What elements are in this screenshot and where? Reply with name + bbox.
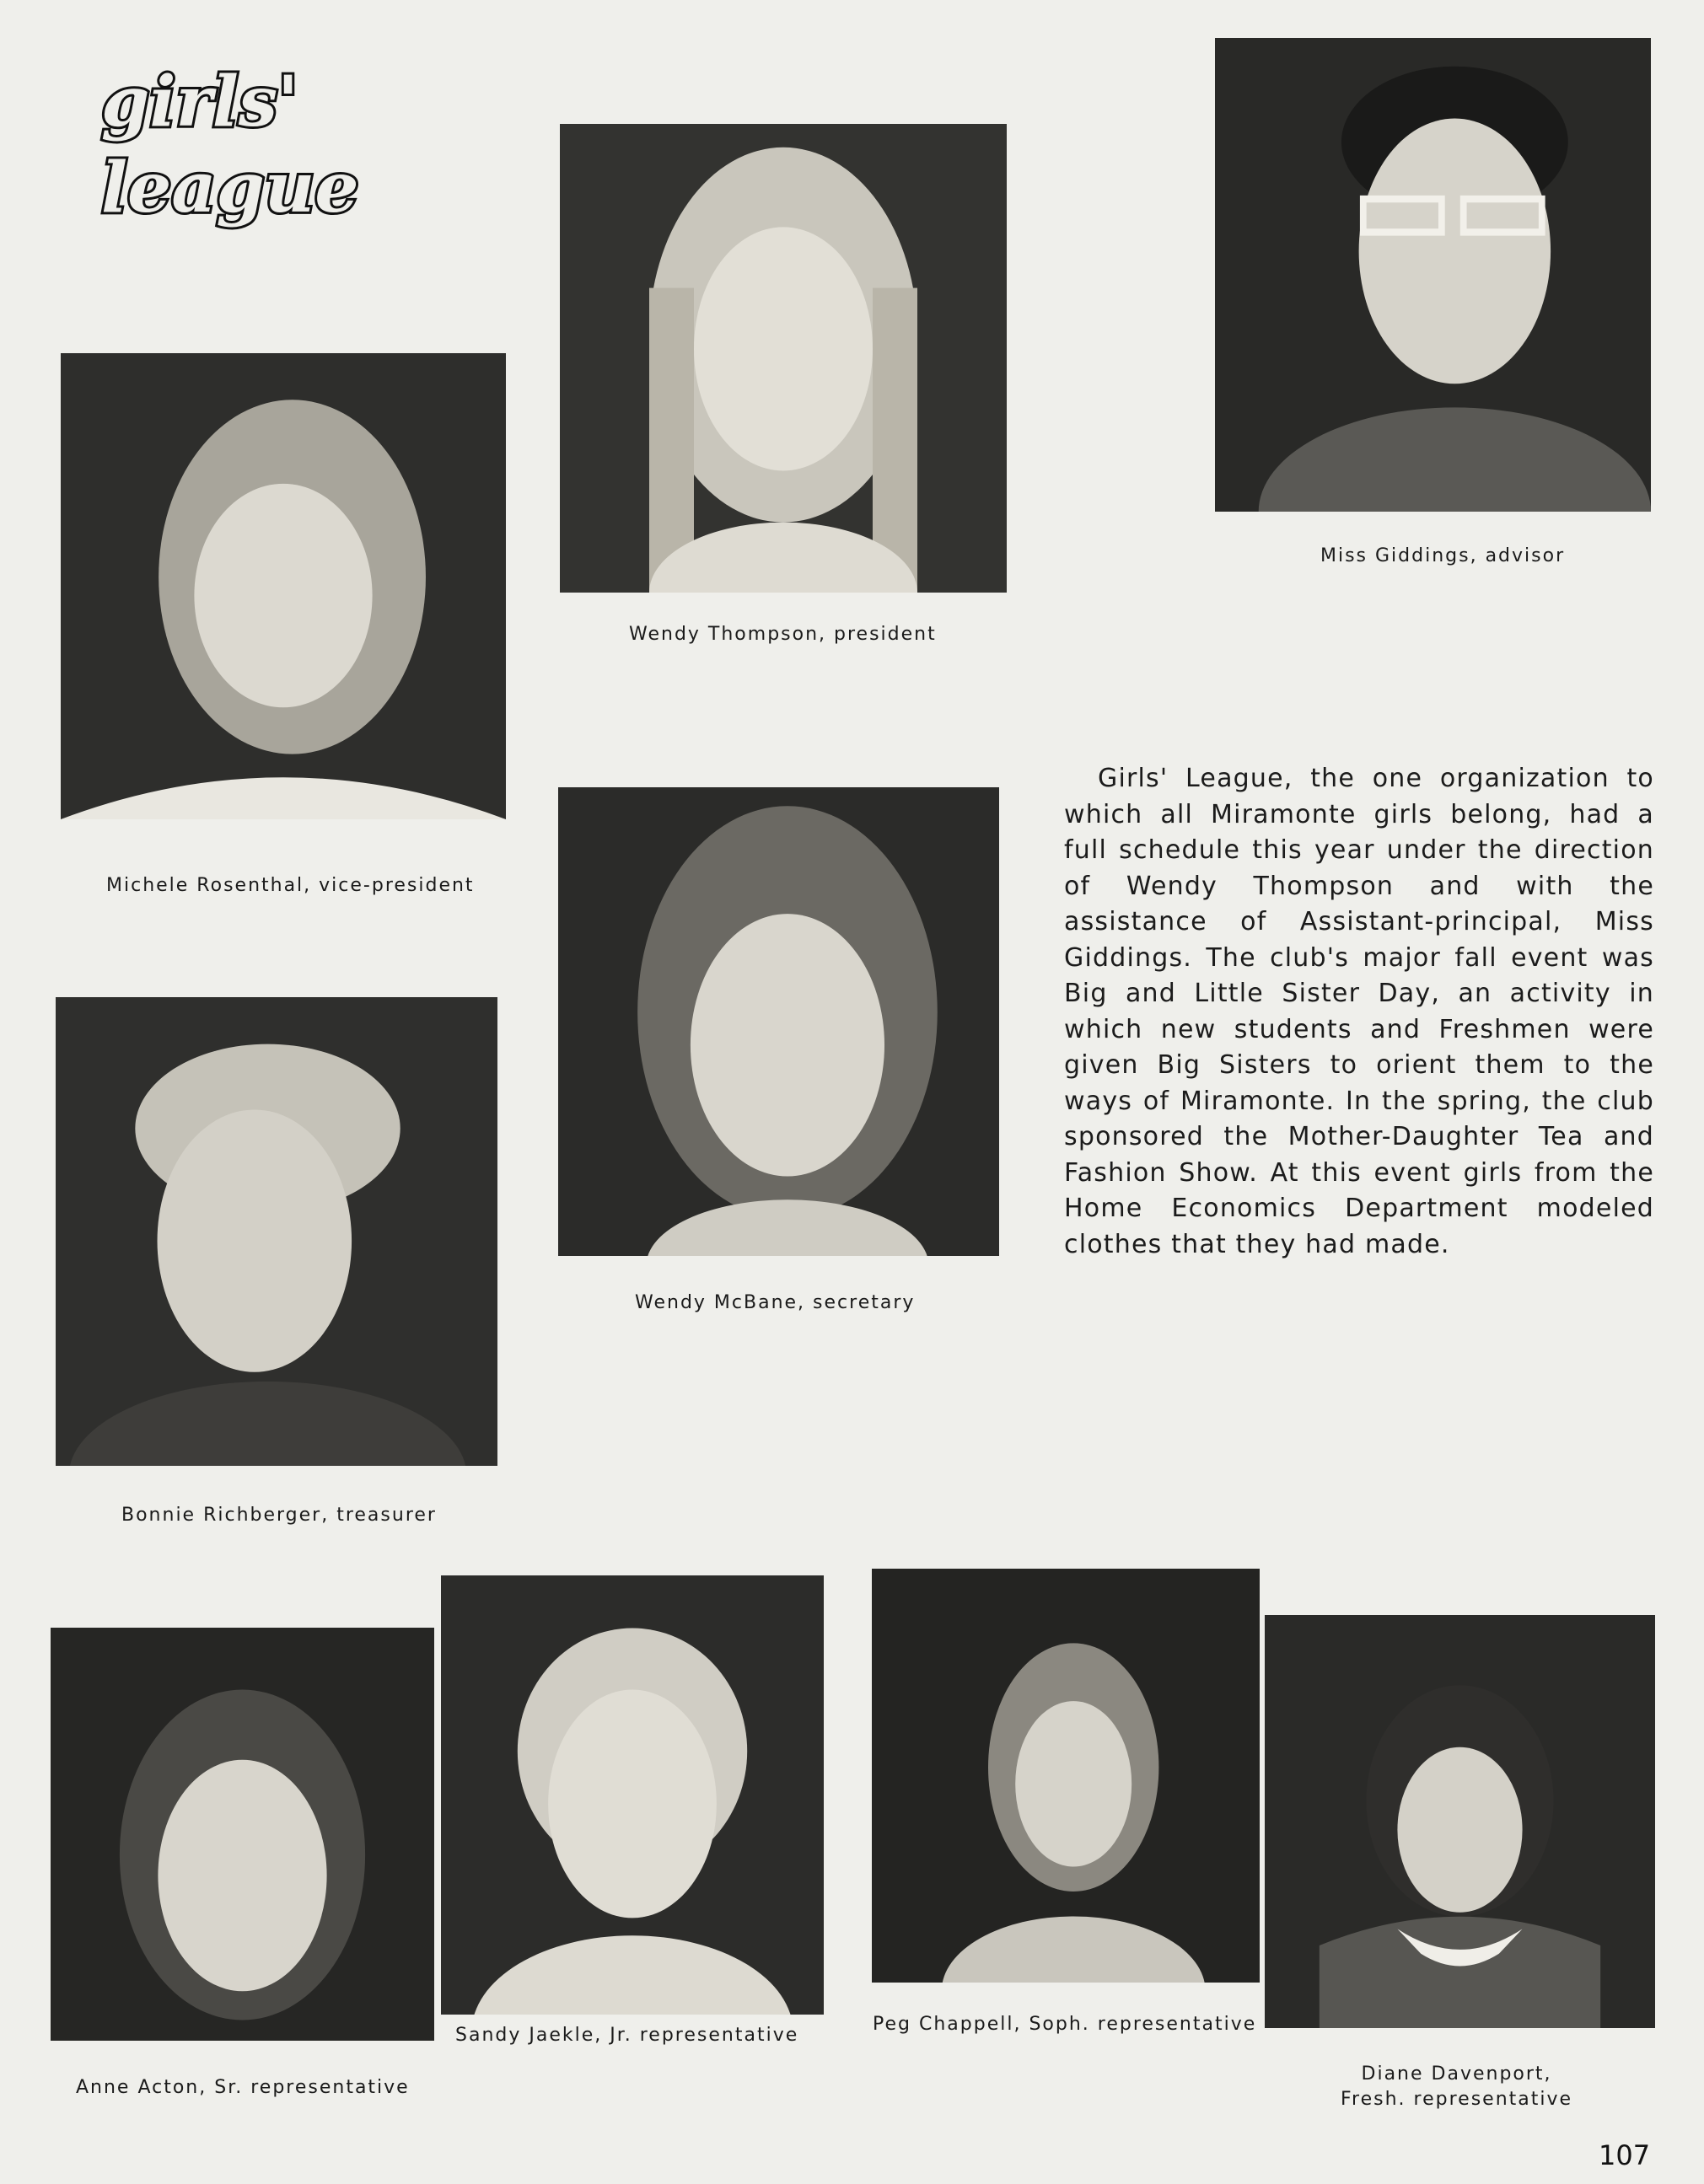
portrait-photo-diane-davenport — [1265, 1615, 1655, 2028]
portrait-photo-bonnie-richberger — [56, 997, 497, 1466]
caption-wendy-mcbane: Wendy McBane, secretary — [635, 1292, 916, 1313]
portrait-photo-michele-rosenthal — [61, 353, 506, 819]
caption-anne-acton: Anne Acton, Sr. representative — [76, 2077, 410, 2098]
portrait-photo-anne-acton — [51, 1628, 434, 2041]
portrait-photo-miss-giddings — [1215, 38, 1651, 512]
caption-diane-davenport-line-1: Diane Davenport, — [1361, 2063, 1552, 2085]
title-line-1: girls' — [101, 62, 299, 142]
caption-diane-davenport — [1341, 2062, 1572, 2112]
article-paragraph: Girls' League, the one organization to which all Miramonte girls belong, had a full schedule this year under the direction of Wendy Thompson and with the assistance of Assistant-principal, Miss Giddings. The club's major fall event was Big and Little Sister Day, an activity in which new students and Freshmen were given Big Sisters to orient them to the ways of Miramonte. In the spring, the club sponsored the Mother-Daughter Tea and Fashion Show. At this event girls from the Home Economics Department modeled clothes that they had made. — [1064, 764, 1654, 1259]
portrait-photo-sandy-jaekle — [441, 1575, 824, 2015]
caption-sandy-jaekle: Sandy Jaekle, Jr. representative — [455, 2025, 799, 2046]
title-line-2: league — [101, 148, 359, 228]
portrait-photo-peg-chappell — [872, 1569, 1260, 1983]
caption-bonnie-richberger: Bonnie Richberger, treasurer — [121, 1505, 437, 1526]
caption-miss-giddings: Miss Giddings, advisor — [1320, 545, 1566, 566]
caption-michele-rosenthal: Michele Rosenthal, vice-president — [106, 875, 475, 896]
page-title — [101, 59, 359, 231]
article-body — [1064, 761, 1654, 1263]
caption-diane-davenport-line-2: Fresh. representative — [1341, 2089, 1573, 2110]
caption-wendy-thompson: Wendy Thompson, president — [629, 624, 937, 645]
portrait-photo-wendy-thompson — [560, 124, 1007, 593]
portrait-photo-wendy-mcbane — [558, 787, 999, 1256]
caption-peg-chappell: Peg Chappell, Soph. representative — [873, 2014, 1257, 2035]
page-number: 107 — [1599, 2139, 1651, 2171]
